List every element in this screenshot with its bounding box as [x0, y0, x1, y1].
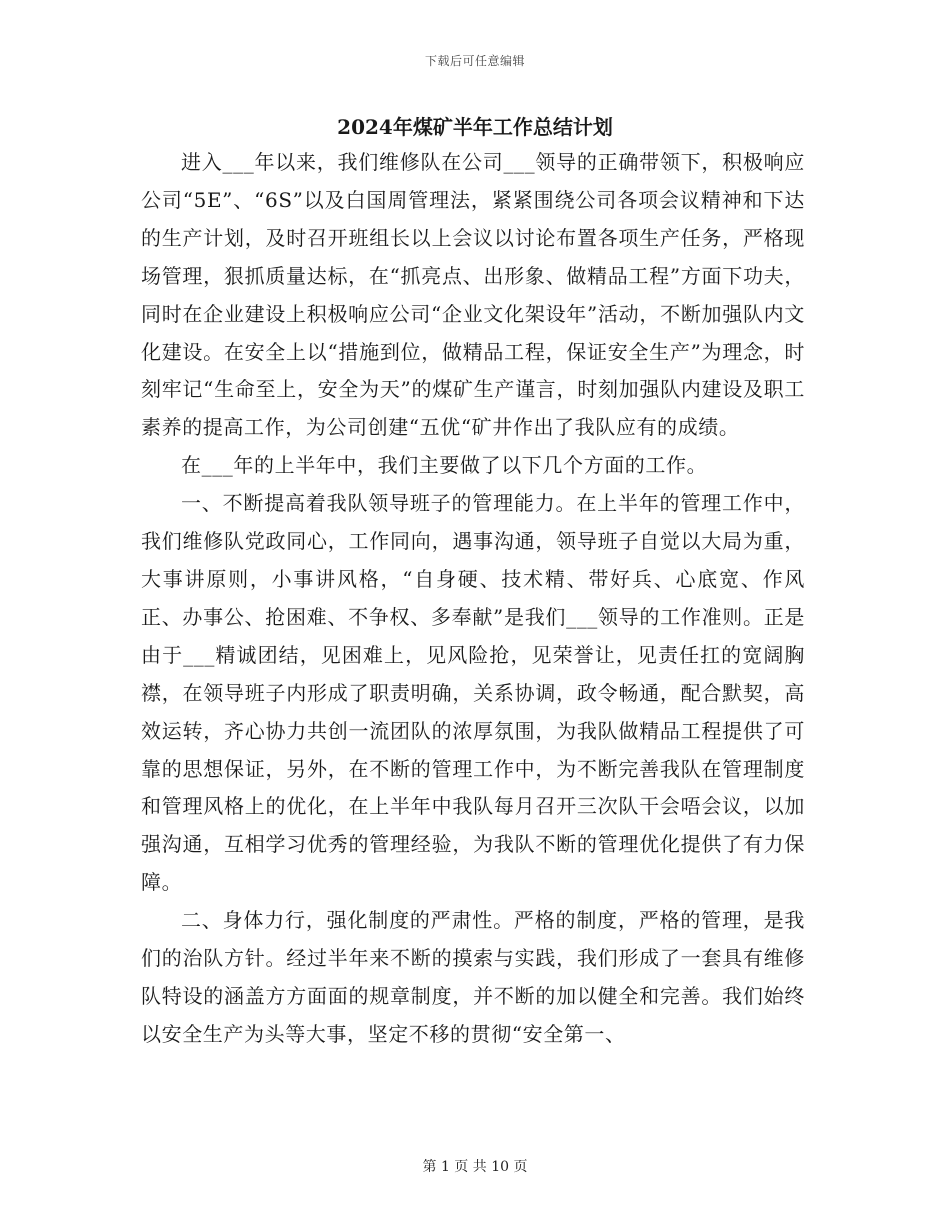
document-body [141, 144, 805, 1054]
paragraph-summary-lead: 在___年的上半年中，我们主要做了以下几个方面的工作。 [181, 453, 708, 478]
paragraph-section-one: 一、不断提高着我队领导班子的管理能力。在上半年的管理工作中，我们维修队党政同心，工作同向，遇事沟通，领导班子自觉以大局为重，大事讲原则，小事讲风格，“自身硬、技术精、带好兵、心底宽、作风正、办事公、抢困难、不争权、多奉献”是我们___领导的工作准则。正是由于___精诚团结，见困难上，见风险抢，见荣誉让，见责任扛的宽阔胸襟，在领导班子内形成了职责明确，关系协调，政令畅通，配合默契，高效运转，齐心协力共创一流团队的浓厚氛围，为我队做精品工程提供了可靠的思想保证，另外，在不断的管理工作中，为不断完善我队在管理制度和管理风格上的优化，在上半年中我队每月召开三次队干会唔会议，以加强沟通，互相学习优秀的管理经验，为我队不断的管理优化提供了有力保障。 [141, 491, 805, 895]
document-title: 2024年煤矿半年工作总结计划 [337, 115, 613, 139]
page-number-footer: 第 1 页 共 10 页 [422, 1159, 528, 1175]
paragraph-section-two: 二、身体力行，强化制度的严肃性。严格的制度，严格的管理，是我们的治队方针。经过半年来不断的摸索与实践，我们形成了一套具有维修队特设的涵盖方方面面的规章制度，并不断的加以健全和完善。我们始终以安全生产为头等大事，坚定不移的贯彻“安全第一、 [141, 908, 805, 1046]
page-header-note: 下载后可任意编辑 [424, 54, 525, 68]
paragraph-intro: 进入___年以来，我们维修队在公司___领导的正确带领下，积极响应公司“5E”、“6S”以及白国周管理法，紧紧围绕公司各项会议精神和下达的生产计划，及时召开班组长以上会议以讨论布置各项生产任务，严格现场管理，狠抓质量达标，在“抓亮点、出形象、做精品工程”方面下功夫，同时在企业建设上积极响应公司“企业文化架设年”活动，不断加强队内文化建设。在安全上以“措施到位，做精品工程，保证安全生产”为理念，时刻牢记“生命至上，安全为天”的煤矿生产谨言，时刻加强队内建设及职工素养的提高工作，为公司创建“五优“矿井作出了我队应有的成绩。 [141, 150, 805, 440]
